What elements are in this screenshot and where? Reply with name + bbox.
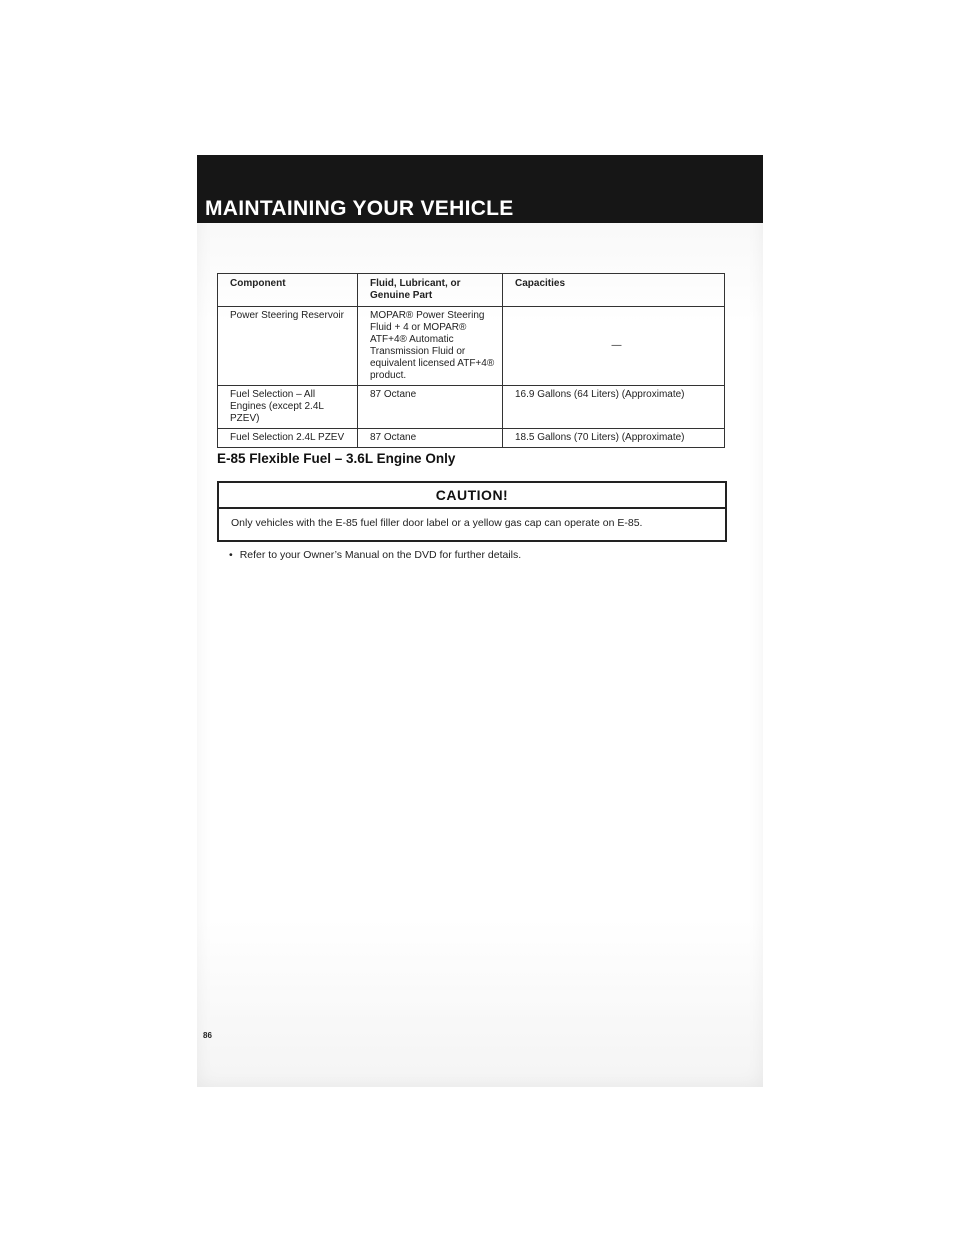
cell-capacity: 16.9 Gallons (64 Liters) (Approximate) <box>503 386 725 429</box>
cell-fluid: MOPAR® Power Steering Fluid + 4 or MOPAR® ATF+4® Automatic Transmission Fluid or equivalent licensed ATF+4® product. <box>358 307 503 386</box>
bullet-text: Refer to your Owner’s Manual on the DVD for further details. <box>239 549 522 561</box>
table-row <box>218 429 725 448</box>
cell-fluid: 87 Octane <box>358 429 503 448</box>
section-heading: E-85 Flexible Fuel – 3.6L Engine Only <box>217 451 456 466</box>
cell-capacity: 18.5 Gallons (70 Liters) (Approximate) <box>503 429 725 448</box>
cell-component: Power Steering Reservoir <box>218 307 358 386</box>
caution-title: CAUTION! <box>219 483 725 509</box>
table-row <box>218 307 725 386</box>
fluid-capacities-table <box>217 273 725 448</box>
cell-fluid: 87 Octane <box>358 386 503 429</box>
page-title: MAINTAINING YOUR VEHICLE <box>205 197 514 220</box>
table-header-row <box>218 274 725 307</box>
bullet-icon: • <box>229 549 233 561</box>
page-number: 86 <box>203 1031 212 1040</box>
caution-box <box>217 481 727 542</box>
cell-component: Fuel Selection 2.4L PZEV <box>218 429 358 448</box>
page-header-bar <box>197 155 763 223</box>
caution-text: Only vehicles with the E-85 fuel filler door label or a yellow gas cap can operate on E-85. <box>231 517 643 529</box>
column-header-fluid: Fluid, Lubricant, or Genuine Part <box>358 274 503 307</box>
column-header-capacities: Capacities <box>503 274 725 307</box>
manual-page <box>197 155 763 1087</box>
cell-capacity: — <box>503 307 725 386</box>
column-header-component: Component <box>218 274 358 307</box>
table-row <box>218 386 725 429</box>
list-item <box>229 549 521 561</box>
cell-component: Fuel Selection – All Engines (except 2.4L PZEV) <box>218 386 358 429</box>
